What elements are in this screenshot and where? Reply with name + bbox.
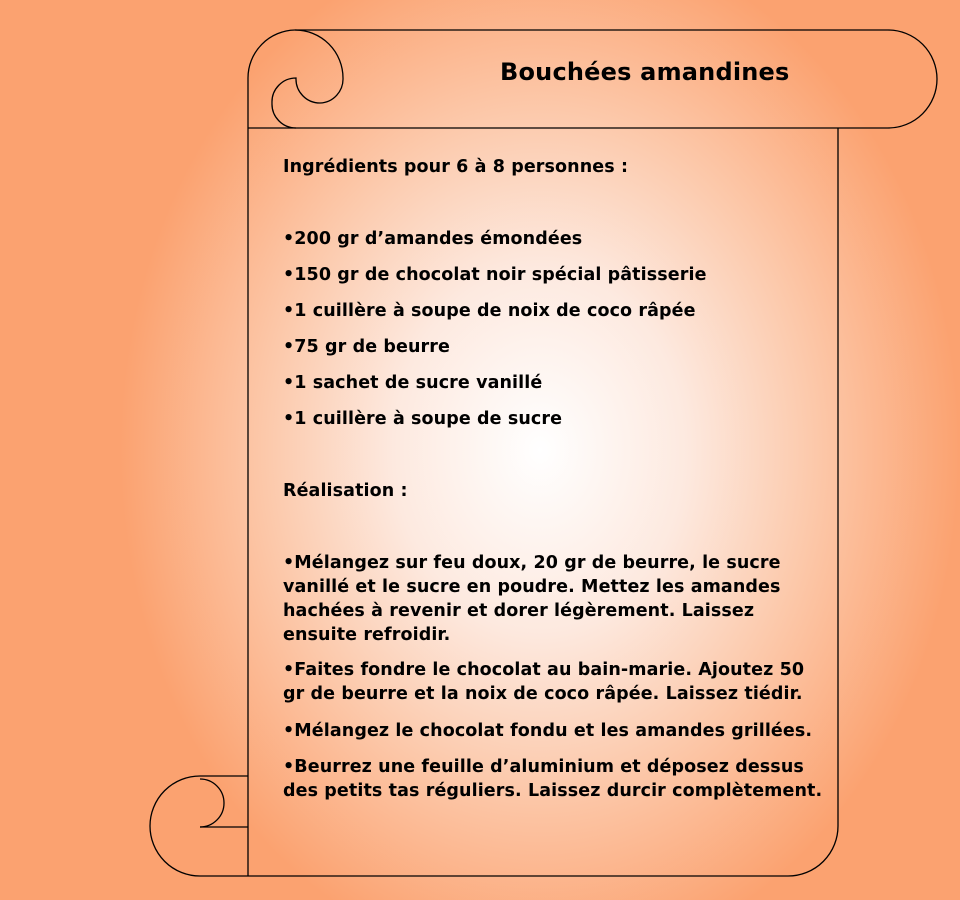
ingredient-item: •150 gr de chocolat noir spécial pâtisserie xyxy=(283,265,707,285)
step-item: •Mélangez sur feu doux, 20 gr de beurre, le sucre vanillé et le sucre en poudre. Mettez les amandes hachées à revenir et dorer légèrement. Laissez ensuite refroidir. xyxy=(283,553,781,645)
step-item: •Beurrez une feuille d’aluminium et déposez dessus des petits tas réguliers. Laissez durcir complètement. xyxy=(283,757,823,801)
ingredient-item: •1 sachet de sucre vanillé xyxy=(283,373,543,393)
ingredients-heading: Ingrédients pour 6 à 8 personnes : xyxy=(283,157,629,177)
recipe-title: Bouchées amandines xyxy=(500,58,790,86)
ingredient-item: •1 cuillère à soupe de noix de coco râpée xyxy=(283,301,696,321)
steps-heading: Réalisation : xyxy=(283,481,408,501)
step-item: •Faites fondre le chocolat au bain-marie. Ajoutez 50 gr de beurre et la noix de coco râpée. Laissez tiédir. xyxy=(283,660,805,704)
ingredient-item: •75 gr de beurre xyxy=(283,337,450,357)
ingredient-item: •200 gr d’amandes émondées xyxy=(283,229,583,249)
scroll-bottom-left-curl xyxy=(150,776,248,876)
ingredient-item: •1 cuillère à soupe de sucre xyxy=(283,409,563,429)
scroll-top-left-curl xyxy=(248,30,343,128)
step-item: •Mélangez le chocolat fondu et les amandes grillées. xyxy=(283,721,813,741)
